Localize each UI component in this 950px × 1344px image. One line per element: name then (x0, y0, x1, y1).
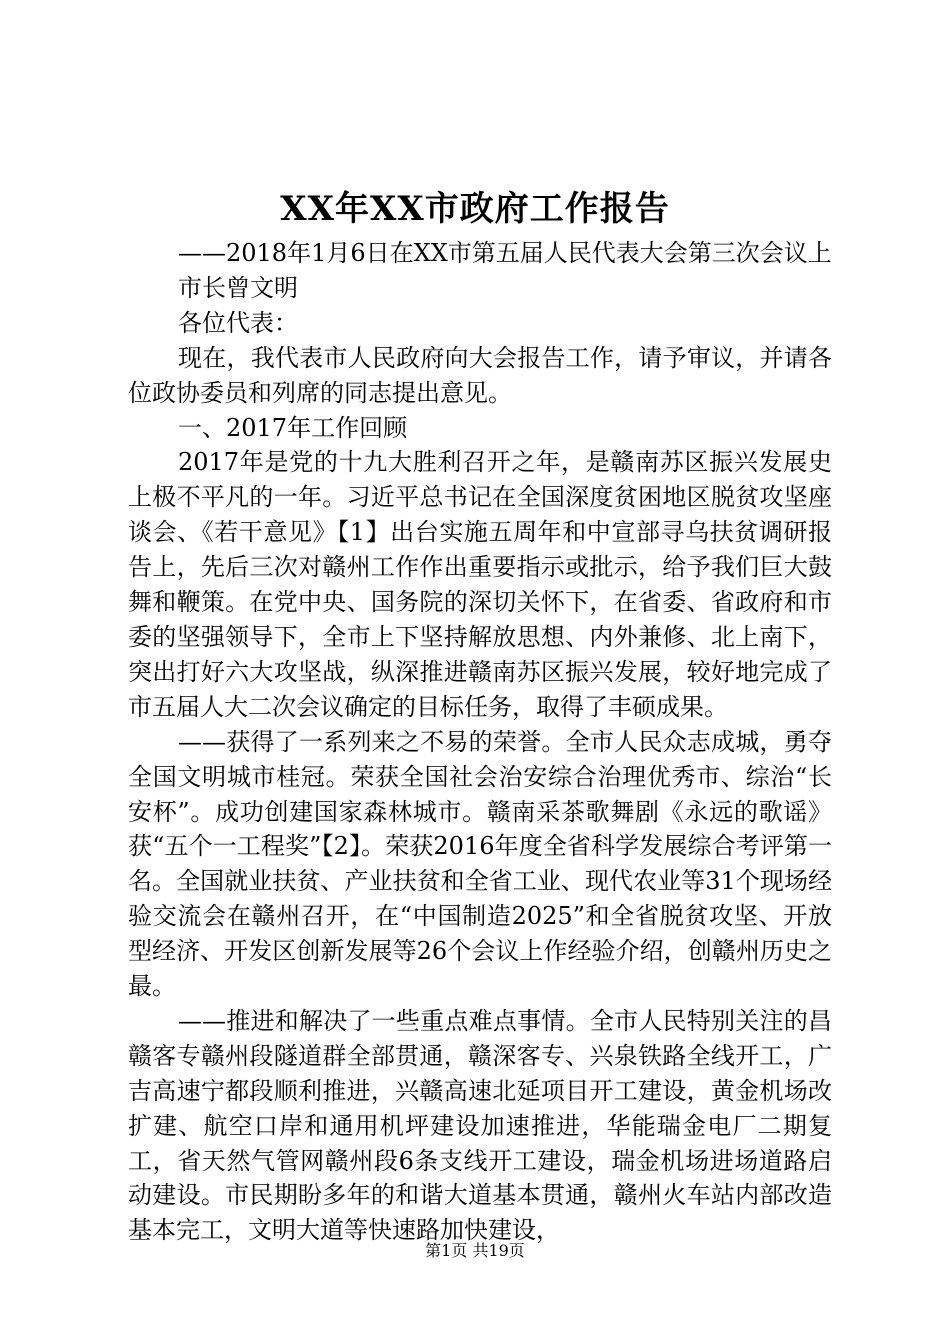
intro-paragraph: 现在，我代表市人民政府向大会报告工作，请予审议，并请各位政协委员和列席的同志提出意见。 (128, 343, 832, 407)
document-body (128, 236, 832, 1248)
subtitle-paragraph: ——2018年1月6日在XX市第五届人民代表大会第三次会议上 (178, 239, 832, 267)
projects-paragraph: ——推进和解决了一些重点难点事情。全市人民特别关注的昌赣客专赣州段隧道群全部贯通，赣深客专、兴泉铁路全线开工，广吉高速宁都段顺利推进，兴赣高速北延项目开工建设，黄金机场改扩建、航空口岸和通用机坪建设加速推进，华能瑞金电厂二期复工，省天然气管网赣州段6条支线开工建设，瑞金机场进场道路启动建设。市民期盼多年的和谐大道基本贯通，赣州火车站内部改造基本完工，文明大道等快速路加快建设， (128, 1006, 832, 1245)
speaker-line: 市长曾文明 (178, 273, 298, 302)
review-paragraph: 2017年是党的十九大胜利召开之年，是赣南苏区振兴发展史上极不平凡的一年。习近平总书记在全国深度贫困地区脱贫攻坚座谈会、《若干意见》【1】出台实施五周年和中宣部寻乌扶贫调研报告上，先后三次对赣州工作作出重要指示或批示，给予我们巨大鼓舞和鞭策。在党中央、国务院的深切关怀下，在省委、省政府和市委的坚强领导下，全市上下坚持解放思想、内外兼修、北上南下，突出打好六大攻坚战，纵深推进赣南苏区振兴发展，较好地完成了市五届人大二次会议确定的目标任务，取得了丰硕成果。 (128, 448, 832, 721)
document-title: XX年XX市政府工作报告 (280, 189, 670, 229)
salutation-line: 各位代表： (178, 308, 298, 337)
honors-paragraph: ——获得了一系列来之不易的荣誉。全市人民众志成城，勇夺全国文明城市桂冠。荣获全国社会治安综合治理优秀市、综治“长安杯”。成功创建国家森林城市。赣南采茶歌舞剧《永远的歌谣》获“五个一工程奖”【2】。荣获2016年度全省科学发展综合考评第一名。全国就业扶贫、产业扶贫和全省工业、现代农业等31个现场经验交流会在赣州召开，在“中国制造2025”和全省脱贫攻坚、开放型经济、开发区创新发展等26个会议上作经验介绍，创赣州历史之最。 (128, 727, 832, 1001)
section-heading: 一、2017年工作回顾 (178, 413, 408, 442)
page-footer: 第1页 共19页 (425, 1241, 525, 1260)
